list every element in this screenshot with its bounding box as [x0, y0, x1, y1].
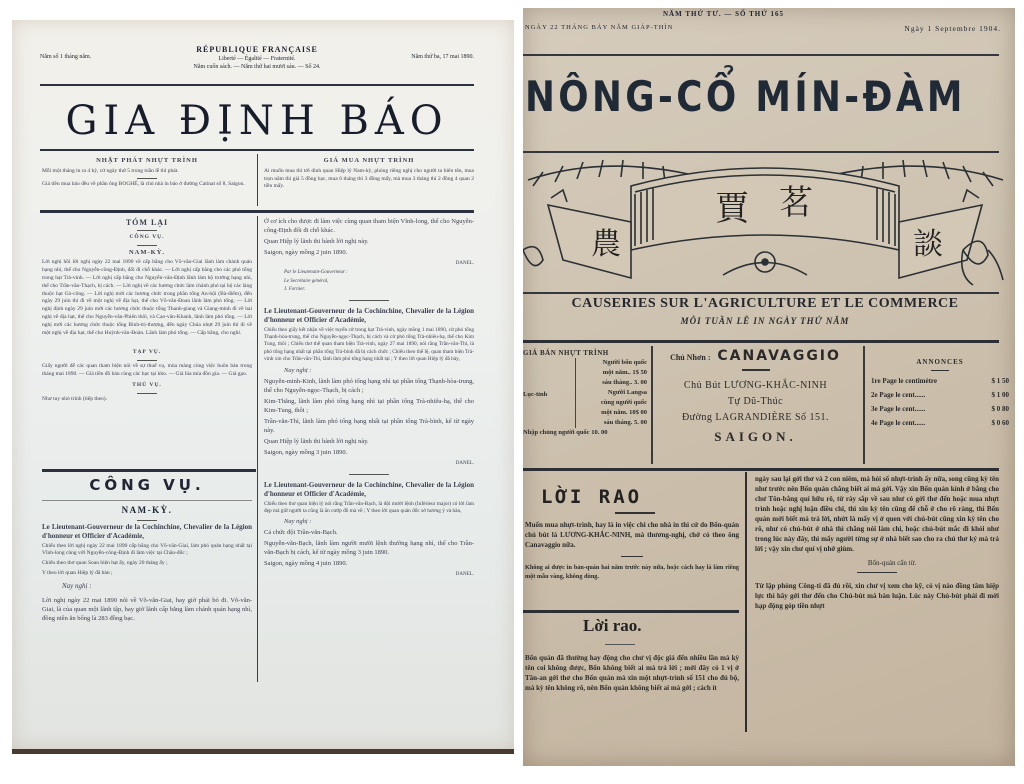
- box-line: Ai muốn mua thì tới dinh quan Hiệp lý Nam-kỳ, phòng riêng nghị cho người ta biên tên, mua trọn năm thì giá 5 đồng bạc, mua 6 tháng thì 3 đồng mấy, mà mua 3 tháng thì 2 đồng 4 quan 2 tiền mấy.: [264, 167, 474, 190]
- char-nong: 農: [591, 227, 621, 262]
- decree-date: Saigon, ngày mồng 2 juin 1890.: [264, 249, 348, 256]
- rate-price: $ 0 60: [991, 419, 1009, 427]
- small-rule: [137, 178, 157, 179]
- subheading: NAM-KỲ.: [128, 248, 166, 256]
- tarif-line: một năm.. 1$ 50: [602, 369, 647, 376]
- editor-line: Chủ Bút LƯƠNG-KHẮC-NINH: [683, 380, 828, 391]
- section-subtitle: NAM-KỲ.: [121, 504, 173, 515]
- column-divider: [745, 472, 747, 732]
- small-rule: [605, 644, 635, 645]
- subtitle: CAUSERIES SUR L'AGRICULTURE ET LE COMMERCE: [571, 296, 959, 311]
- rate-price: $ 1 00: [991, 391, 1009, 399]
- issue-line: Năm cuốn sách. — Năm thứ hai mươi sáu. — Số 24.: [193, 64, 321, 70]
- box-heading: NHẬT PHÁT NHỰT TRÌNH: [96, 157, 198, 164]
- tarif-line: sáu tháng. 5. 00: [603, 419, 647, 426]
- signed-by: Par le Lieutenant-Gouverneur :: [284, 270, 348, 275]
- small-rule: [931, 370, 949, 371]
- decree-header: Le Lieutenant-Gouverneur de la Cochinchine, Chevalier de la Légion d'honneur et Officier d'Académie,: [42, 522, 252, 540]
- loi-rao-heading: LỜI RAO: [541, 486, 643, 508]
- divider: [40, 210, 474, 213]
- lunar-date: NGÀY 22 THÁNG BẢY NĂM GIÁP-THÌN: [525, 24, 674, 31]
- summary-body: Giấy người để các quan tham biện nói về sự thuế vụ, mùa màng cùng việc buôn bán trong tháng mai 1890. — Giá tiền đồ bán cùng các bạc tại kho. — Giá lúa mía đồn gia. — Giá gạo.: [42, 363, 252, 377]
- summary-body: Như tuy nhỏ trình (tiếp theo).: [42, 395, 107, 402]
- paragraph: Không ai được in bản-quán hai năm trước này nữa, hoặc cách hay là làm riêng một mẫu vàng, không dùng.: [525, 564, 739, 580]
- rate-label: 2e Page le cent......: [871, 391, 926, 399]
- column-divider: [257, 216, 258, 682]
- loi-rao-2-heading: Lời rao.: [583, 616, 642, 635]
- divider: [523, 54, 999, 56]
- small-rule: [621, 556, 643, 557]
- gregorian-date: Ngày 1 Septembre 1904.: [904, 24, 1001, 33]
- box-heading: GIÁ MUA NHỰT TRÌNH: [323, 157, 415, 164]
- rate-label: 4e Page le cent......: [871, 419, 926, 427]
- signed-by: J. Fornier.: [284, 287, 305, 292]
- box-line: Giá tiền mua báo đều về phần ông BOGHÉ, là chủ nhà in báo ở đường Catinat số 8, Saigon.: [42, 180, 245, 187]
- official-section: [42, 472, 252, 625]
- signature: DANEL.: [455, 460, 474, 466]
- box-line: Mỗi một tháng in ra 4 kỳ, cứ ngày thứ 5 trong tuần lễ thì phát.: [42, 167, 179, 174]
- paragraph: Từ lập phòng Công-ti đã đủ rồi, xin chư vị xem cho kỹ, có vị nào đồng tâm hiệp lực thì hãy gởi thơ đến cho Chủ-bút mà bàn luận. Lúc này Chủ-bút phải đi mời hạp động góp tiền nhựt: [755, 582, 999, 610]
- publication-info-box: [42, 154, 252, 190]
- decree-body: Chiếu theo thơ quan biện lý nói rằng Trần-văn-Bạch, là đội mười lệnh (Inférieur major) có lời làm đẹp mà giữ người ta cũng là ăn cướp đồ mà về ; Y theo lời quan quản đốc sở hương ý và bàn,: [264, 500, 474, 514]
- char-min: 茗: [779, 183, 813, 223]
- subscription-price-box: [264, 154, 474, 193]
- advertisement-rates: [871, 348, 1009, 433]
- tarif-line: Người bổn quốc: [602, 359, 647, 366]
- decree-header: Le Lieutenant-Gouverneur de la Cochinchine, Chevalier de la Légion d'honneur et Officier d'Académie,: [264, 306, 474, 324]
- column-divider: [257, 154, 258, 206]
- paragraph: Muốn mua nhựt-trình, hay là in việc chi cho nhà in thì cứ do Bổn-quán chủ bút là LƯƠNG-KHẮC-NINH, mà thương-nghị, chớ có theo ông Canavaggio nữa.: [525, 521, 739, 549]
- annonces-heading: ANNONCES: [916, 358, 964, 366]
- decree-nay-nghi: Nay nghị :: [62, 581, 92, 590]
- divider: [523, 340, 999, 343]
- tarif-side: Lục-tỉnh: [523, 391, 548, 398]
- decree-body: Ở cơ ích cho được đi làm việc cùng quan tham biện Vĩnh-long, thế cho Nguyễn-công-Định đổi đi chỗ khác.: [264, 218, 474, 234]
- owner-name: CANAVAGGIO: [717, 348, 841, 364]
- signature: DANEL.: [455, 572, 474, 578]
- nong-co-min-dam-newspaper: [523, 8, 1015, 766]
- decree-item: Nguyễn-minh-Kinh, lãnh làm phó tổng hạng nhì tại phần tổng Thạnh-hòa-trung, thế cho Nguyễn-ngọc-Thạch, bị cách ;: [264, 377, 474, 394]
- republic-label: RÉPUBLIQUE FRANÇAISE: [196, 45, 318, 54]
- decree-date: Saigon, ngày mồng 4 juin 1890.: [264, 560, 348, 568]
- divider: [40, 149, 474, 151]
- char-dam: 談: [913, 227, 943, 262]
- summary-column: [42, 216, 252, 405]
- paragraph: Bổn quán đã thường hay động cho chư vị độc giả đến nhiều lần mà kỳ tên coi không được, Bổn không biết ai mà trả lời ; mới đây có 1 vị ở Tân-an gởi thơ cho Bổn quán mà xin một nhựt-trình số 151 cho đủ bộ, mà kỳ tên không rõ, nên Bổn quán không biết ai mà gởi ; cách ít: [525, 654, 739, 692]
- rate-label: 3e Page le cent......: [871, 405, 926, 413]
- tarif-heading: GIÁ BÁN NHỰT TRÌNH: [523, 349, 609, 357]
- rate-row: [871, 419, 1009, 427]
- rate-label: 1re Page le centimètre: [871, 377, 938, 385]
- divider: [523, 610, 739, 613]
- small-rule: [857, 572, 897, 573]
- decree-body: Lời nghị ngày 22 mai 1890 nói về Võ-văn-Giai, hay giờ phải bỏ đi. Võ-văn-Giai, là của quan một lãnh tập, hay giờ lãnh cấp bằng làm chánh quản hạng nhì, đồng niên ăn bổng là 283 đồng bạc.: [42, 596, 252, 622]
- divider: [42, 500, 252, 501]
- decree-body: Chiếu theo lời nghị ngày 22 mai 1890 cấp bằng cho Võ-văn-Giai, làm phó quản hạng nhất tại Vĩnh-long cùng với Nguyễn-công-Định đi làm việc tại Châu-đốc ;: [42, 542, 252, 557]
- rate-price: $ 0 80: [991, 405, 1009, 413]
- small-rule: [137, 520, 157, 521]
- summary-body: Lời nghị hồi lời nghị ngày 22 mai 1890 về cấp bằng cho Võ-văn-Giai lãnh làm chánh quản hạng nhì, thế cho Nguyễn-công-Định, đổi đi chỗ khác. — Lời nghị cấp bằng cho các phó tổng trong hạt Trà-vinh. — Lời nghị cấp bằng cho Nguyễn-văn-Định lãnh làm hộ trưởng hạng nhì, thế cho Trần-văn-Thạch, bị cách. — Lời nghị về các hương chức làm chánh phó tại hộ các làng thuộc hạt Gò-công. — Lời nghị mời các hương chức trong phần tổng An-hội (Bà-điểm), đến ngày 29 juin thì đi về một nghị về địa hạt, thế cho Võ-văn-Đoan lãnh làm phó tổng. — Lời nghị định ngày 29 juin mời các hương chức thuộc tổng Thanh-giang và Giang-minh đi về hai nghị về địa hạt, thế cho Nguyễn-văn-Phiên thôi, và Cao-văn-Khanh, lãnh làm phó tổng. — Lời nghị mời các hương chức thuộc tổng Bình-trị-thượng, đến ngày Chúa nhựt 29 juin thì đi về một nghị về địa hạt, thế cho Huỳnh-văn-Đoàn. Lãnh làm phó tổng. — Cấp bằng, cho nghỉ.: [42, 259, 252, 336]
- subheading: TẠP VỤ.: [132, 349, 162, 356]
- rate-price: $ 1 50: [991, 377, 1009, 385]
- subheading: THỦ VỤ.: [132, 381, 162, 388]
- notice-column: [755, 474, 999, 611]
- char-co: 賈: [715, 189, 749, 229]
- owner-line: [653, 348, 858, 364]
- decree-body: Chiếu theo giấy kết nhận về việc tuyển cử trong hạt Trà-vinh, ngày mồng 1 mai 1890, cử phó tổng Thạnh-hòa-trung, thế cho Nguyễn-ngọc-Thạch, bị cách và cử phó tổng Trà-nhiêu-hạ, thế cho Kim Tung, thôi ; Chiếu thơ thể quan tham biện Trà-vinh, ngày 27 mai 1890, nói rằng Trần-văn-Thì, là phó tổng hạng nhất tại phần tổng Trà-bình đã bị cách chức ; Chiếu theo thể lệ, quan tham biện Trà-vinh xin cho Trần-văn-Thì, lãnh làm phó tổng hạng nhất tại ; Y theo lời quan Hiệp lý đã bày,: [264, 326, 474, 363]
- tarif-foot: Nhập chủng người quốc 10. 00: [523, 429, 608, 436]
- small-rule: [137, 245, 157, 246]
- owner-label: Chủ Nhơn :: [670, 353, 711, 362]
- gia-dinh-bao-newspaper: [12, 20, 514, 754]
- small-rule: [349, 474, 389, 475]
- summary-heading: TÓM LẠI: [125, 218, 169, 227]
- decree-item: Nguyễn-văn-Bạch, lãnh làm người mười lệnh thường hạng nhì, thế cho Trần-văn-Bạch bị cách, kể từ ngày mồng 3 juin 1890.: [264, 540, 474, 557]
- small-rule: [349, 300, 389, 301]
- decree-item: Cả chức đội Trần-văn-Bạch.: [264, 529, 338, 537]
- masthead: [40, 42, 474, 104]
- decree-date: Saigon, ngày mồng 3 juin 1890.: [264, 448, 348, 456]
- tarif-line: một năm. 10$ 00: [601, 409, 647, 416]
- publisher-box: [653, 344, 858, 462]
- decree-item: Trần-văn-Thì, lãnh làm phó tổng hạng nhất tại phần tổng Trà-bình, kể từ ngày này.: [264, 417, 474, 434]
- decree-nay-nghi: Nay nghị :: [284, 518, 312, 526]
- subscription-prices: [523, 348, 647, 438]
- weekly-note: MỖI TUẦN LỄ IN NGÀY THỨ NĂM: [680, 316, 850, 326]
- issue-number: NĂM THỨ TƯ. — SỐ THỨ 165: [663, 10, 785, 18]
- rate-row: [871, 391, 1009, 399]
- decree-exec: Quan Hiệp lý lãnh thi hành lời nghị này.: [264, 437, 369, 445]
- decorative-banner: [523, 150, 1007, 298]
- decree-nay-nghi: Nay nghị :: [284, 366, 312, 374]
- signature: DANEL.: [455, 261, 474, 266]
- masthead-left-note: Năm sổ 1 tháng năm.: [40, 54, 92, 60]
- masthead-center: [140, 46, 374, 71]
- divider: [40, 84, 474, 86]
- small-rule: [137, 360, 157, 361]
- newspaper-title: NÔNG-CỔ MÍN-ĐÀM: [525, 72, 966, 121]
- small-rule: [615, 512, 655, 514]
- small-rule: [137, 393, 157, 394]
- address-line: Đường LAGRANDIÈRE Số 151.: [681, 412, 830, 423]
- divider: [523, 292, 999, 294]
- decree-body: Chiếu theo thơ quan Soan biện hạt ấy, ngày 20 tháng ấy ;: [42, 560, 168, 567]
- decree-item: Kim-Thăng, lãnh làm phó tổng hạng nhì tại phần tổng Trà-nhiêu-hạ, thế cho Kim-Tung, thôi ;: [264, 397, 474, 414]
- section-title: CÔNG VỤ.: [89, 476, 205, 494]
- decree-column: [264, 217, 474, 581]
- rate-row: [871, 377, 1009, 385]
- small-rule: [742, 369, 770, 371]
- masthead-right-note: Năm thứ ba, 17 mai 1890.: [411, 54, 474, 60]
- loi-rao-2-body: [525, 653, 739, 693]
- motto: Liberté — Égalité — Fraternité.: [218, 56, 296, 62]
- tarif-line: sáu tháng.. 3. 00: [602, 379, 647, 386]
- subheading: CÔNG VỤ.: [129, 233, 165, 240]
- palm-ribbon-illustration: [523, 150, 1007, 290]
- paragraph: ngày sau lại gởi thơ và 2 con niêm, mà hỏi số nhựt-trình ấy nữa, song cũng kỳ tên như trước nên Bổn quán chẳng biết ai mà gởi. Vậy xin Bổn quán kính ở bằng cho chư Tôn-bằng quí hữu rõ, từ rày sắp về sau như có gởi thơ đến hoặc mua nhựt trình hoặc nghị luận điều chi, thì xin kỳ tên cũng để chỗ ở cho rõ ràng, thì Bổn quán mới biết mà trả lời, nhứt là mấy vị ở quen với chủ-bút cũng xin kỳ tên cho rõ, như có chủ-bút ở nhà thì chẳng nói làm chi, hoặc chủ-bút mắc đi khỏi như trong lúc này đây, thì mấy người từng sự ở nhà biết sao cho ra chủ thơ ký mà trả lời ; vậy xin chư quí vị nhớ giùm.: [755, 475, 999, 553]
- decree-body: Y theo lời quan Hiệp lý đã bàn ;: [42, 569, 113, 576]
- tarif-line: Người Langsa: [607, 389, 647, 396]
- loi-rao-body: [525, 520, 739, 581]
- signature: Bổn-quán cẩn từ.: [867, 559, 917, 567]
- tarif-line: cùng người quốc: [600, 399, 647, 406]
- decree-header: Le Lieutenant-Gouverneur de la Cochinchine, Chevalier de la Légion d'honneur et Officier d'Académie,: [264, 480, 474, 498]
- newspaper-title: GIA ĐỊNH BÁO: [65, 98, 449, 144]
- small-rule: [137, 230, 157, 231]
- alias-line: Tự Dũ-Thúc: [727, 396, 784, 407]
- decree-exec: Quan Hiệp lý lãnh thi hành lời nghị này.: [264, 238, 369, 245]
- city-line: SAIGON.: [714, 429, 797, 444]
- column-divider: [863, 346, 865, 464]
- rate-row: [871, 405, 1009, 413]
- signed-by: Le Secrétaire général,: [284, 278, 329, 284]
- divider: [523, 468, 999, 471]
